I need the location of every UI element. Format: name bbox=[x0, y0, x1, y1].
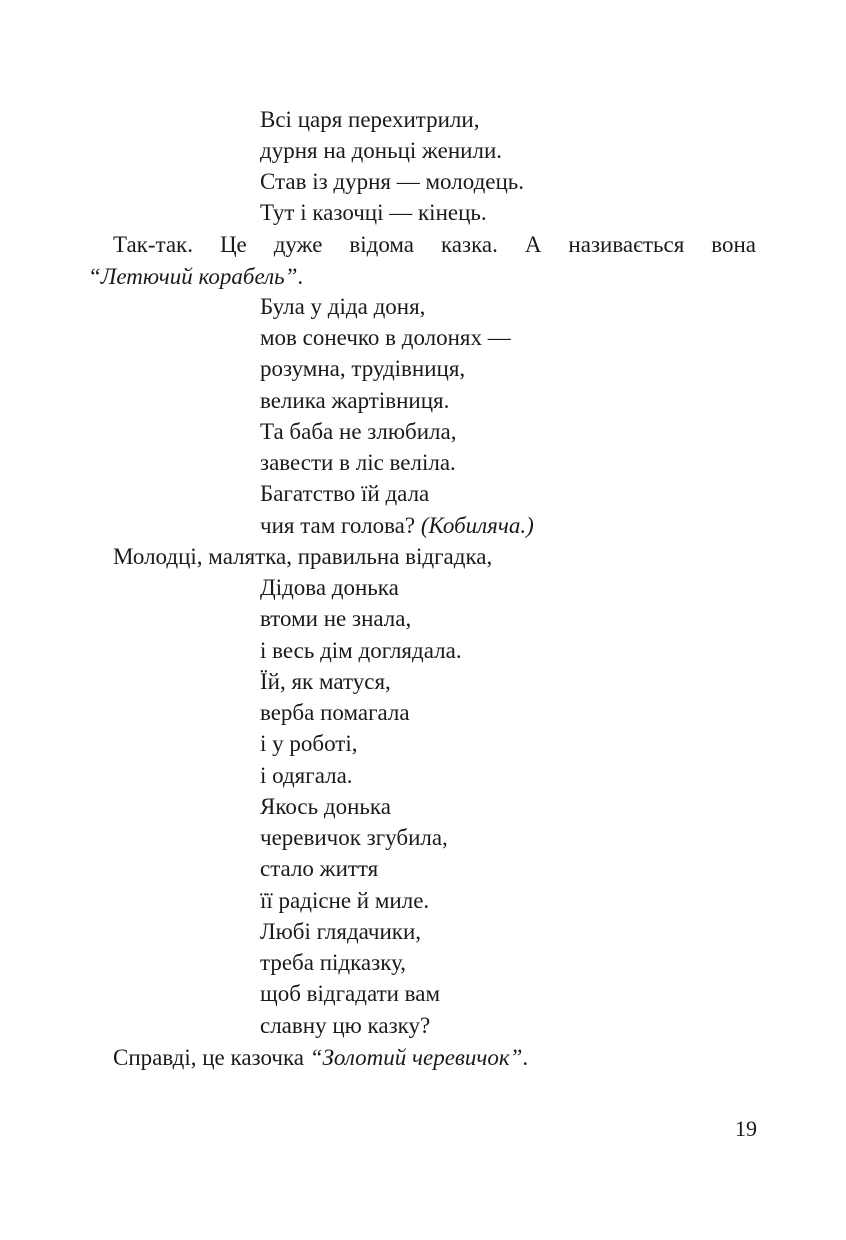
verse-line: Та баба не злюбила, bbox=[260, 419, 457, 444]
verse-line: щоб відгадати вам bbox=[260, 981, 441, 1006]
verse-line: треба підказку, bbox=[260, 950, 407, 975]
verse-line: черевичок згубила, bbox=[260, 825, 448, 850]
prose-paragraph-line: Так-так. Це дуже відома казка. А називається вона bbox=[113, 232, 756, 257]
prose-paragraph-line bbox=[88, 261, 303, 292]
verse-line: Була у діда доня, bbox=[260, 294, 426, 319]
page-number: 19 bbox=[735, 1116, 757, 1141]
verse-line: Якось донька bbox=[260, 794, 391, 819]
verse-line: її радісне й миле. bbox=[260, 888, 430, 913]
verse-line: стало життя bbox=[260, 856, 379, 881]
verse-line: Любі глядачики, bbox=[260, 919, 422, 944]
punctuation: . bbox=[297, 264, 304, 289]
verse-line: Багатство їй дала bbox=[260, 481, 430, 506]
verse-line: велика жартівниця. bbox=[260, 388, 450, 413]
punctuation: . bbox=[522, 1045, 529, 1070]
verse-line: Всі царя перехитрили, bbox=[260, 107, 480, 132]
verse-line: Їй, як матуся, bbox=[260, 669, 391, 694]
prose-paragraph-line bbox=[113, 1042, 528, 1073]
verse-line: Тут і казочці — кінець. bbox=[260, 200, 487, 225]
verse-line: і одягала. bbox=[260, 763, 353, 788]
verse-line: розумна, трудівниця, bbox=[260, 356, 466, 381]
verse-line: мов сонечко в долонях — bbox=[260, 325, 511, 350]
verse-line: і у роботі, bbox=[260, 731, 358, 756]
fairy-tale-title: “Летючий корабель” bbox=[88, 264, 298, 289]
prose-paragraph-line: Молодці, малятка, правильна відгадка, bbox=[113, 544, 493, 569]
verse-line: Дідова донька bbox=[260, 575, 399, 600]
riddle-text: чия там голова? bbox=[260, 513, 416, 538]
verse-line: і весь дім доглядала. bbox=[260, 638, 462, 663]
verse-line: Став із дурня — молодець. bbox=[260, 169, 525, 194]
riddle-answer: (Кобиляча.) bbox=[420, 513, 534, 538]
verse-line: втоми не знала, bbox=[260, 606, 412, 631]
verse-line: дурня на доньці женили. bbox=[260, 138, 503, 163]
verse-line: завести в ліс веліла. bbox=[260, 450, 456, 475]
prose-text: Справді, це казочка bbox=[113, 1045, 304, 1070]
verse-line: верба помагала bbox=[260, 700, 410, 725]
fairy-tale-title: “Золотий черевичок” bbox=[309, 1045, 523, 1070]
verse-line bbox=[260, 510, 534, 541]
verse-line: славну цю казку? bbox=[260, 1013, 431, 1038]
